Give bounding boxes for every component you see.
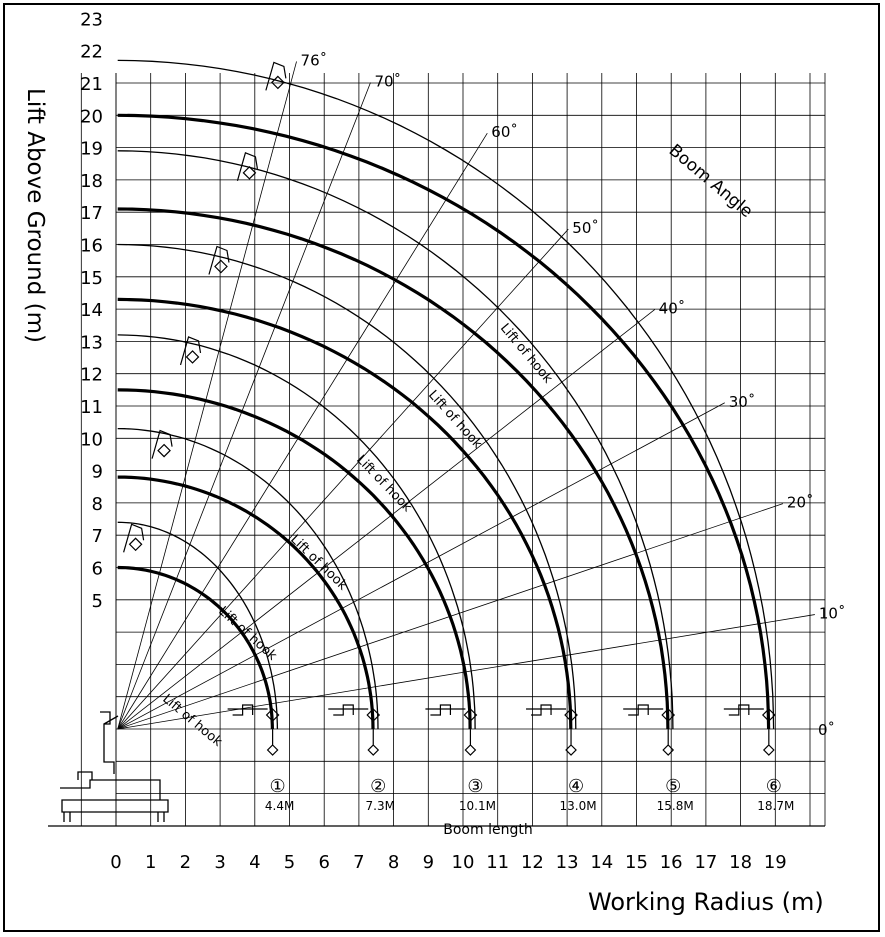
y-tick-label: 9 bbox=[91, 461, 103, 483]
y-tick-label: 11 bbox=[80, 397, 103, 418]
x-tick-label: 15 bbox=[625, 852, 648, 873]
x-tick-label: 10 bbox=[451, 852, 475, 873]
boom-length-label: 15.8M bbox=[656, 799, 694, 813]
y-axis-title: Lift Above Ground (m) bbox=[22, 88, 48, 343]
x-tick-label: 9 bbox=[422, 852, 435, 873]
boom-head-symbol bbox=[124, 524, 144, 552]
x-axis-title: Working Radius (m) bbox=[588, 888, 824, 916]
boom-marker-number: ② bbox=[370, 776, 387, 797]
y-tick-label: 6 bbox=[91, 558, 103, 580]
x-tick-label: 1 bbox=[144, 852, 157, 873]
y-tick-label: 10 bbox=[80, 429, 103, 451]
x-tick-label: 0 bbox=[110, 852, 122, 873]
boom-angle-line bbox=[118, 133, 488, 729]
y-tick-label: 12 bbox=[80, 364, 103, 386]
x-tick-label: 12 bbox=[520, 852, 544, 873]
boom-marker-number: ④ bbox=[567, 776, 585, 797]
boom-reach-arc bbox=[118, 151, 673, 729]
crane-truck-symbol bbox=[60, 712, 168, 822]
y-tick-label: 5 bbox=[91, 590, 103, 612]
lift-of-hook-label: Lift of hook bbox=[496, 320, 556, 387]
y-tick-label: 7 bbox=[91, 526, 103, 548]
y-tick-label: 23 bbox=[80, 9, 103, 31]
boom-angle-label: 76˚ bbox=[300, 51, 328, 70]
y-tick-label: 13 bbox=[80, 332, 103, 354]
x-tick-label: 4 bbox=[249, 852, 261, 873]
boom-angle-label: 10˚ bbox=[818, 604, 846, 623]
hook-lift-arc bbox=[118, 209, 668, 729]
y-tick-label: 22 bbox=[80, 41, 103, 63]
x-tick-label: 19 bbox=[763, 852, 787, 873]
boom-head-symbol bbox=[209, 247, 229, 275]
boom-angle-label: 70˚ bbox=[374, 72, 402, 91]
boom-angle-label: 20˚ bbox=[786, 493, 814, 512]
x-tick-label: 11 bbox=[486, 852, 510, 873]
y-tick-label: 18 bbox=[80, 170, 103, 192]
x-tick-label: 16 bbox=[659, 852, 683, 873]
x-tick-label: 6 bbox=[318, 852, 330, 873]
boom-marker-number: ⑤ bbox=[665, 776, 682, 797]
y-tick-label: 8 bbox=[91, 493, 103, 515]
boom-angle-line bbox=[118, 403, 725, 729]
boom-length-label: 18.7M bbox=[757, 799, 795, 813]
boom-marker-number: ⑥ bbox=[765, 776, 782, 797]
boom-angle-label: 0˚ bbox=[818, 721, 836, 739]
y-tick-label: 16 bbox=[80, 235, 103, 257]
lift-of-hook-label: Lift of hook bbox=[287, 532, 350, 594]
crane-body-outline bbox=[60, 712, 168, 822]
x-tick-label: 7 bbox=[353, 852, 365, 873]
boom-marker-number: ③ bbox=[467, 776, 484, 797]
y-tick-label: 19 bbox=[80, 138, 103, 160]
boom-head-symbol bbox=[152, 431, 172, 459]
x-tick-label: 3 bbox=[214, 852, 226, 873]
boom-length-annotation: Boom length bbox=[443, 822, 533, 838]
boom-length-label: 7.3M bbox=[365, 799, 395, 813]
x-tick-label: 13 bbox=[555, 852, 579, 873]
boom-head-symbol bbox=[266, 62, 286, 90]
x-tick-label: 8 bbox=[387, 852, 400, 873]
boom-angle-line bbox=[118, 61, 297, 729]
x-tick-label: 18 bbox=[729, 852, 753, 873]
boom-angle-line bbox=[118, 310, 655, 729]
x-tick-label: 17 bbox=[694, 852, 718, 873]
y-tick-label: 15 bbox=[80, 267, 103, 289]
x-tick-label: 14 bbox=[590, 852, 614, 873]
lift-of-hook-label: Lift of hook bbox=[353, 452, 415, 516]
boom-length-label: 4.4M bbox=[264, 799, 295, 813]
y-tick-label: 20 bbox=[80, 106, 103, 128]
lift-of-hook-label: Lift of hook bbox=[425, 387, 485, 452]
x-tick-label: 2 bbox=[179, 852, 192, 873]
boom-angle-label: 60˚ bbox=[491, 123, 518, 142]
lift-of-hook-label: Lift of hook bbox=[159, 691, 225, 750]
boom-length-label: 13.0M bbox=[559, 799, 597, 813]
x-tick-label: 5 bbox=[283, 852, 296, 873]
boom-length-label: 10.1M bbox=[458, 799, 496, 813]
boom-reach-arc bbox=[118, 522, 278, 729]
y-tick-label: 17 bbox=[80, 203, 103, 225]
y-tick-label: 14 bbox=[80, 300, 103, 322]
boom-angle-annotation: Boom Angle bbox=[664, 140, 757, 222]
boom-angle-label: 40˚ bbox=[658, 299, 686, 318]
lift-of-hook-label: Lift of hook bbox=[215, 603, 280, 664]
boom-angle-label: 50˚ bbox=[572, 219, 599, 238]
boom-angle-label: 30˚ bbox=[728, 392, 756, 411]
hook-lift-arc bbox=[118, 477, 373, 729]
y-tick-label: 21 bbox=[80, 74, 103, 95]
boom-marker-number: ① bbox=[269, 776, 286, 797]
